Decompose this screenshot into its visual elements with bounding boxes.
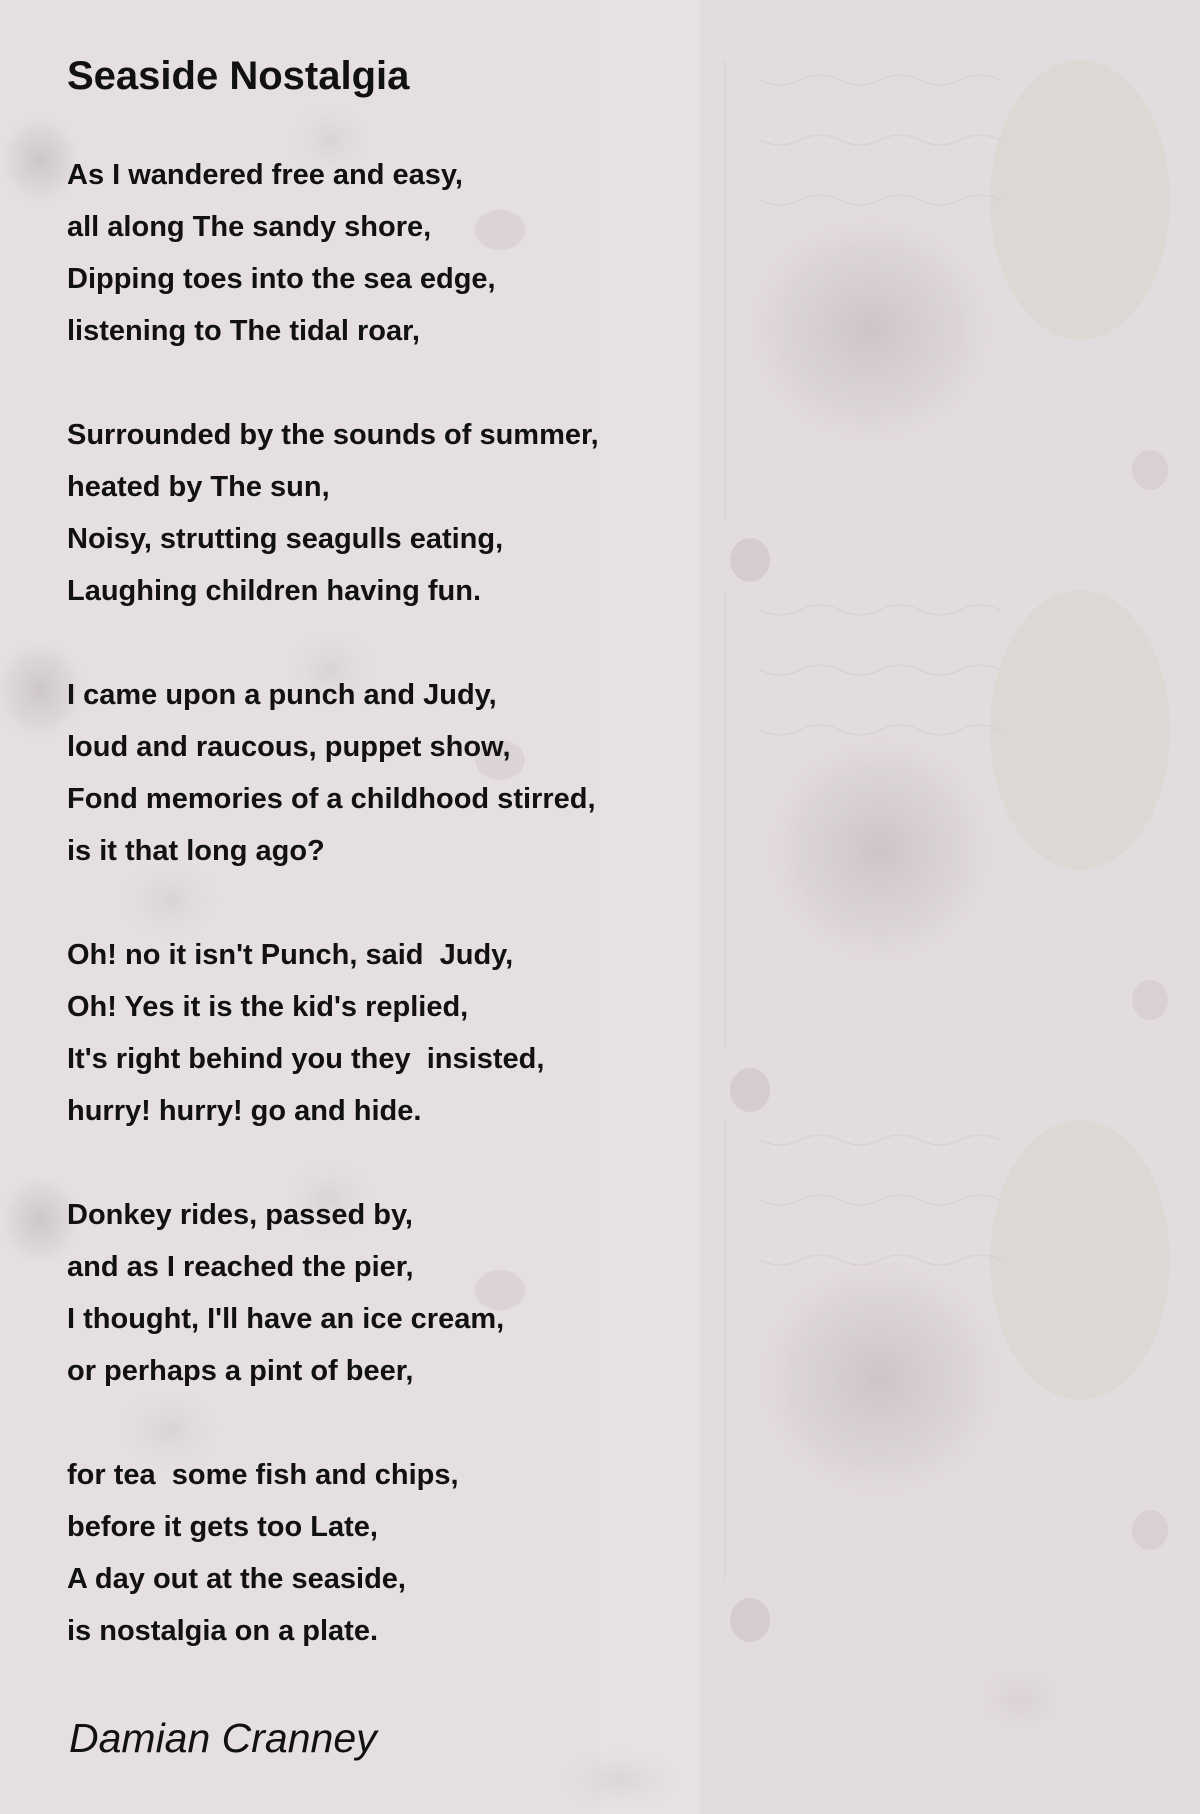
stanza-4 <box>67 929 544 1137</box>
stanza-2 <box>67 409 599 617</box>
poem-line: hurry! hurry! go and hide. <box>67 1095 422 1127</box>
poem-line: A day out at the seaside, <box>67 1563 406 1595</box>
poem-line: for tea some fish and chips, <box>67 1459 459 1491</box>
stanza-5 <box>67 1189 504 1397</box>
poem-line: It's right behind you they insisted, <box>67 1043 545 1075</box>
poem-line: I came upon a punch and Judy, <box>67 679 497 711</box>
poem-line: Oh! no it isn't Punch, said Judy, <box>67 939 514 971</box>
poem-line: and as I reached the pier, <box>67 1251 414 1283</box>
poem-line: Donkey rides, passed by, <box>67 1199 413 1231</box>
poem-line: Oh! Yes it is the kid's replied, <box>67 991 469 1023</box>
stanza-3 <box>67 669 596 877</box>
poem-line: is it that long ago? <box>67 835 325 867</box>
poem-line: As I wandered free and easy, <box>67 159 463 191</box>
poem-line: Laughing children having fun. <box>67 575 482 607</box>
poem-line: is nostalgia on a plate. <box>67 1615 379 1647</box>
poem-line: listening to The tidal roar, <box>67 315 420 347</box>
poem-line: before it gets too Late, <box>67 1511 378 1543</box>
poem-line: Dipping toes into the sea edge, <box>67 263 496 295</box>
poem-author: Damian Cranney <box>69 1715 377 1761</box>
poem-title: Seaside Nostalgia <box>67 54 410 98</box>
poem-line: I thought, I'll have an ice cream, <box>67 1303 505 1335</box>
poem-line: or perhaps a pint of beer, <box>67 1355 414 1387</box>
poem-line: Surrounded by the sounds of summer, <box>67 419 599 451</box>
poem-line: loud and raucous, puppet show, <box>67 731 511 763</box>
poem-line: heated by The sun, <box>67 471 330 503</box>
poem-line: Fond memories of a childhood stirred, <box>67 783 596 815</box>
poem-line: all along The sandy shore, <box>67 211 432 243</box>
poem-line: Noisy, strutting seagulls eating, <box>67 523 504 555</box>
stanza-6 <box>67 1449 459 1657</box>
stanza-1 <box>67 149 496 357</box>
